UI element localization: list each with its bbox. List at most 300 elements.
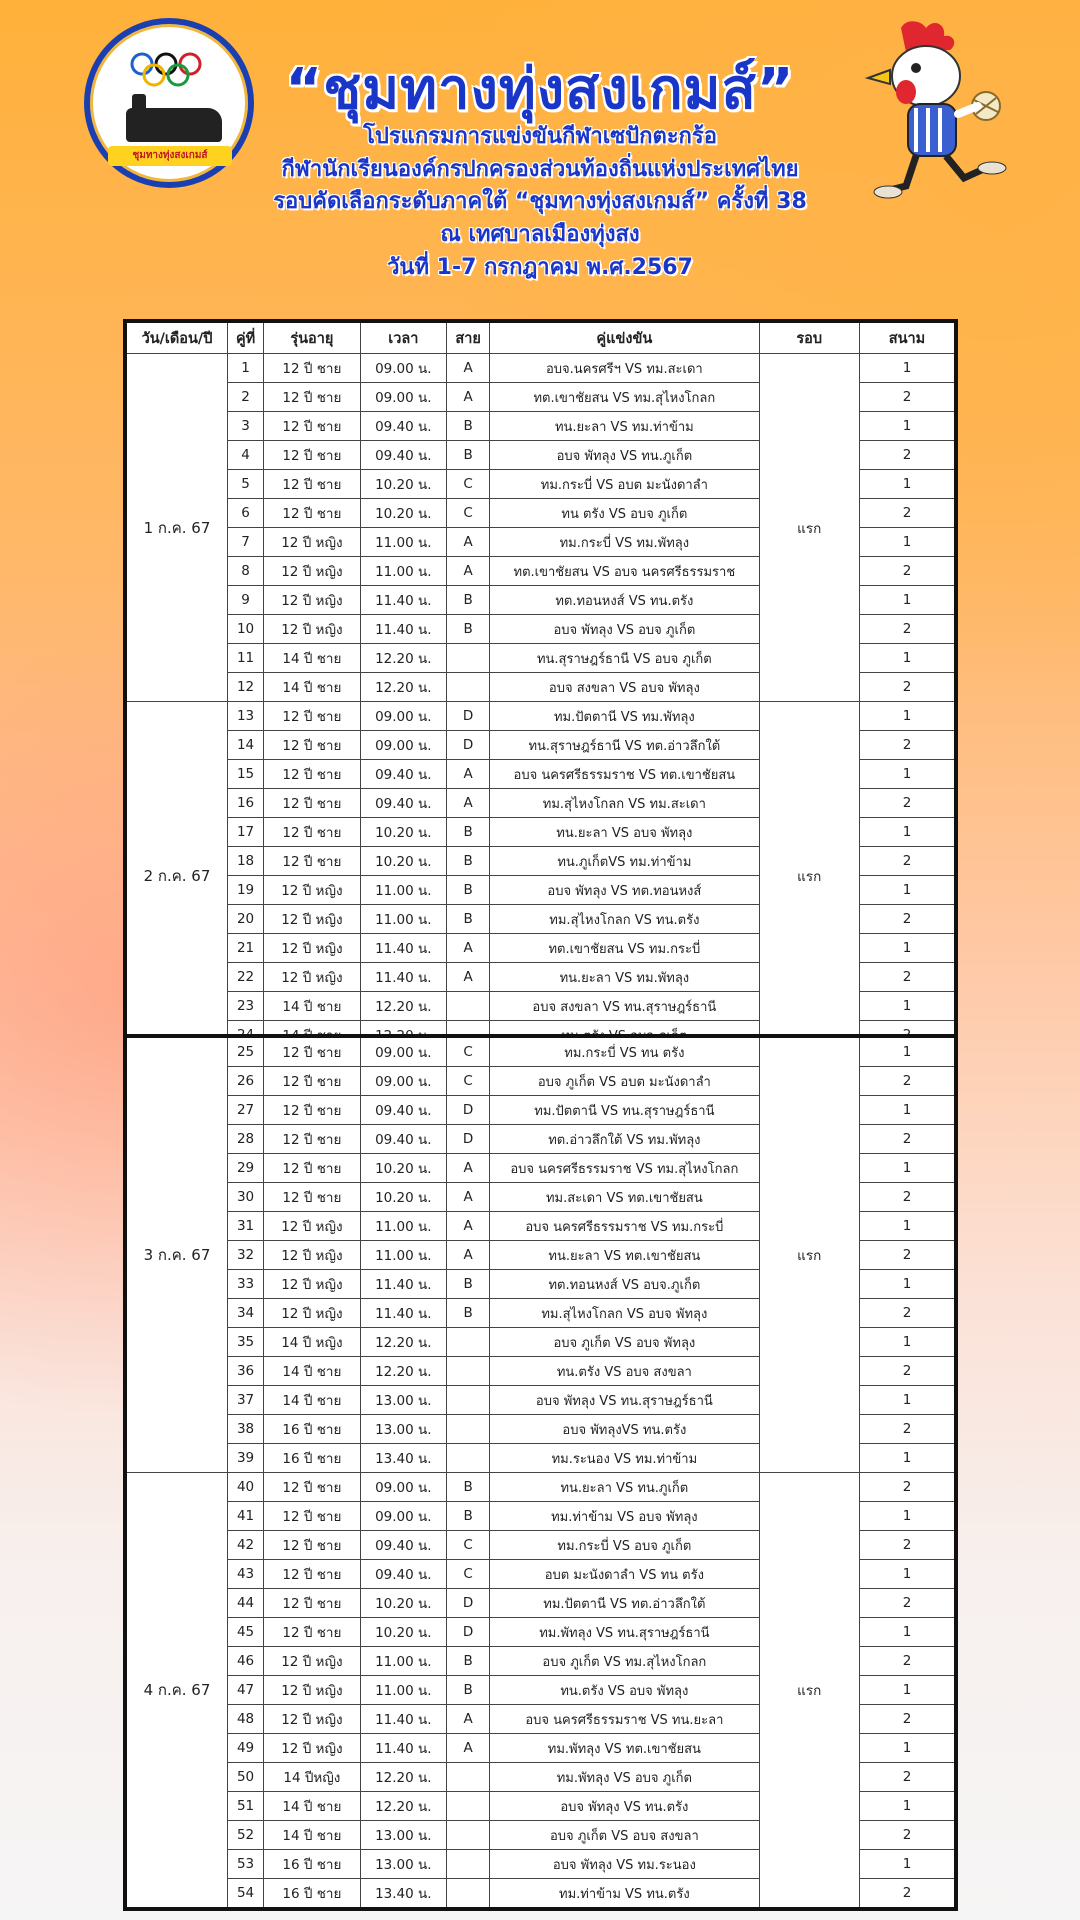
- match-time: 09.40 น.: [360, 1096, 446, 1125]
- line-group: B: [447, 818, 490, 847]
- match-teams: อบจ ภูเก็ต VS ทม.สุไหงโกลก: [490, 1647, 759, 1676]
- match-number: 11: [227, 644, 263, 673]
- age-group: 12 ปี ชาย: [264, 818, 360, 847]
- page-title: “ชุมทางทุ่งสงเกมส์”: [285, 57, 795, 122]
- line-group: A: [447, 528, 490, 557]
- match-time: 10.20 น.: [360, 1618, 446, 1647]
- match-number: 48: [227, 1705, 263, 1734]
- match-teams: ทม.สุไหงโกลก VS ทน.ตรัง: [490, 905, 759, 934]
- train-icon: [126, 108, 222, 142]
- age-group: 14 ปี หญิง: [264, 1328, 360, 1357]
- field-number: 1: [859, 876, 956, 905]
- field-number: 1: [859, 1502, 956, 1531]
- match-teams: ทม.สะเดา VS ทต.เขาชัยสน: [490, 1183, 759, 1212]
- line-group: B: [447, 412, 490, 441]
- line-group: D: [447, 1618, 490, 1647]
- schedule-body-1: [125, 354, 956, 1052]
- match-time: 13.00 น.: [360, 1821, 446, 1850]
- match-teams: ทม.พัทลุง VS ทน.สุราษฎร์ธานี: [490, 1618, 759, 1647]
- match-teams: ทม.ท่าข้าม VS ทน.ตรัง: [490, 1879, 759, 1910]
- match-number: 9: [227, 586, 263, 615]
- match-number: 50: [227, 1763, 263, 1792]
- match-number: 41: [227, 1502, 263, 1531]
- age-group: 12 ปี หญิง: [264, 1241, 360, 1270]
- field-number: 1: [859, 1792, 956, 1821]
- age-group: 12 ปี ชาย: [264, 1067, 360, 1096]
- round-cell: แรก: [759, 354, 859, 702]
- line-group: [447, 1444, 490, 1473]
- match-teams: ทน.สุราษฎร์ธานี VS อบจ ภูเก็ต: [490, 644, 759, 673]
- match-teams: ทต.ทอนหงส์ VS อบจ.ภูเก็ต: [490, 1270, 759, 1299]
- match-number: 23: [227, 992, 263, 1021]
- line-group: [447, 1792, 490, 1821]
- age-group: 16 ปี ชาย: [264, 1879, 360, 1910]
- age-group: 12 ปี ชาย: [264, 702, 360, 731]
- line-group: A: [447, 934, 490, 963]
- match-teams: ทน.ยะลา VS ทน.ภูเก็ต: [490, 1473, 759, 1502]
- match-time: 09.00 น.: [360, 1067, 446, 1096]
- match-number: 26: [227, 1067, 263, 1096]
- match-time: 12.20 น.: [360, 1328, 446, 1357]
- match-number: 12: [227, 673, 263, 702]
- table-row: [125, 702, 956, 731]
- field-number: 1: [859, 1676, 956, 1705]
- column-header-line: สาย: [447, 321, 490, 354]
- line-group: D: [447, 702, 490, 731]
- age-group: 12 ปี ชาย: [264, 1618, 360, 1647]
- match-time: 11.00 น.: [360, 1676, 446, 1705]
- match-time: 09.00 น.: [360, 702, 446, 731]
- subtitle-line-1: โปรแกรมการแข่งขันกีฬาเซปักตะกร้อ: [363, 124, 717, 149]
- match-time: 12.20 น.: [360, 1357, 446, 1386]
- match-teams: อบจ พัทลุง VS ทต.ทอนหงส์: [490, 876, 759, 905]
- field-number: 1: [859, 818, 956, 847]
- match-time: 13.40 น.: [360, 1879, 446, 1910]
- match-number: 33: [227, 1270, 263, 1299]
- match-time: 12.20 น.: [360, 1792, 446, 1821]
- match-number: 47: [227, 1676, 263, 1705]
- match-time: 12.20 น.: [360, 644, 446, 673]
- line-group: A: [447, 1183, 490, 1212]
- match-time: 09.00 น.: [360, 731, 446, 760]
- line-group: B: [447, 847, 490, 876]
- match-time: 13.00 น.: [360, 1850, 446, 1879]
- match-number: 4: [227, 441, 263, 470]
- match-teams: ทน.ภูเก็ตVS ทม.ท่าข้าม: [490, 847, 759, 876]
- age-group: 12 ปี หญิง: [264, 1647, 360, 1676]
- match-number: 20: [227, 905, 263, 934]
- subtitle-line-2: กีฬานักเรียนองค์กรปกครองส่วนท้องถิ่นแห่งประเทศไทย: [281, 157, 799, 182]
- match-number: 34: [227, 1299, 263, 1328]
- match-teams: ทต.เขาชัยสน VS ทม.กระบี่: [490, 934, 759, 963]
- games-logo: [84, 18, 254, 188]
- match-teams: ทม.ปัตตานี VS ทต.อ่าวลึกใต้: [490, 1589, 759, 1618]
- match-teams: ทม.กระบี่ VS อบต มะนังดาลำ: [490, 470, 759, 499]
- age-group: 12 ปี ชาย: [264, 760, 360, 789]
- field-number: 2: [859, 1821, 956, 1850]
- age-group: 14 ปี ชาย: [264, 1386, 360, 1415]
- match-number: 2: [227, 383, 263, 412]
- line-group: [447, 1821, 490, 1850]
- line-group: B: [447, 905, 490, 934]
- column-header-time: เวลา: [360, 321, 446, 354]
- field-number: 2: [859, 1415, 956, 1444]
- age-group: 12 ปี หญิง: [264, 1705, 360, 1734]
- line-group: D: [447, 731, 490, 760]
- match-number: 32: [227, 1241, 263, 1270]
- line-group: D: [447, 1125, 490, 1154]
- match-time: 09.40 น.: [360, 1125, 446, 1154]
- match-number: 8: [227, 557, 263, 586]
- match-teams: อบจ สงขลา VS ทน.สุราษฎร์ธานี: [490, 992, 759, 1021]
- olympic-rings-icon: [128, 50, 218, 90]
- match-teams: ทน.ตรัง VS อบจ พัทลุง: [490, 1676, 759, 1705]
- match-number: 3: [227, 412, 263, 441]
- line-group: [447, 1328, 490, 1357]
- line-group: A: [447, 760, 490, 789]
- field-number: 2: [859, 1241, 956, 1270]
- line-group: A: [447, 963, 490, 992]
- age-group: 12 ปี ชาย: [264, 847, 360, 876]
- age-group: 12 ปี ชาย: [264, 789, 360, 818]
- match-time: 11.00 น.: [360, 557, 446, 586]
- field-number: 2: [859, 1705, 956, 1734]
- match-time: 11.40 น.: [360, 586, 446, 615]
- field-number: 1: [859, 1154, 956, 1183]
- line-group: A: [447, 1212, 490, 1241]
- age-group: 16 ปี ชาย: [264, 1444, 360, 1473]
- line-group: B: [447, 1502, 490, 1531]
- age-group: 14 ปี ชาย: [264, 673, 360, 702]
- field-number: 1: [859, 354, 956, 383]
- field-number: 1: [859, 1270, 956, 1299]
- match-teams: อบจ พัทลุง VS ทน.ภูเก็ต: [490, 441, 759, 470]
- field-number: 2: [859, 731, 956, 760]
- age-group: 12 ปี หญิง: [264, 876, 360, 905]
- match-number: 21: [227, 934, 263, 963]
- match-number: 43: [227, 1560, 263, 1589]
- field-number: 1: [859, 1096, 956, 1125]
- field-number: 1: [859, 1444, 956, 1473]
- field-number: 2: [859, 789, 956, 818]
- match-time: 10.20 น.: [360, 818, 446, 847]
- line-group: B: [447, 1676, 490, 1705]
- field-number: 2: [859, 1531, 956, 1560]
- match-number: 37: [227, 1386, 263, 1415]
- field-number: 2: [859, 1299, 956, 1328]
- match-teams: ทม.พัทลุง VS อบจ ภูเก็ต: [490, 1763, 759, 1792]
- column-header-date: วัน/เดือน/ปี: [125, 321, 227, 354]
- match-time: 11.00 น.: [360, 905, 446, 934]
- line-group: B: [447, 1299, 490, 1328]
- field-number: 2: [859, 1763, 956, 1792]
- line-group: [447, 1850, 490, 1879]
- line-group: [447, 1357, 490, 1386]
- line-group: C: [447, 1560, 490, 1589]
- match-time: 10.20 น.: [360, 1183, 446, 1212]
- poster-header: [0, 0, 1080, 300]
- age-group: 14 ปี ชาย: [264, 1792, 360, 1821]
- match-teams: อบจ พัทลุงVS ทน.ตรัง: [490, 1415, 759, 1444]
- field-number: 1: [859, 586, 956, 615]
- column-header-match: คู่แข่งขัน: [490, 321, 759, 354]
- age-group: 12 ปี หญิง: [264, 1676, 360, 1705]
- date-cell: 3 ก.ค. 67: [125, 1036, 227, 1473]
- field-number: 1: [859, 1386, 956, 1415]
- age-group: 16 ปี ชาย: [264, 1415, 360, 1444]
- age-group: 12 ปี หญิง: [264, 615, 360, 644]
- line-group: B: [447, 1473, 490, 1502]
- age-group: 14 ปี ชาย: [264, 1821, 360, 1850]
- field-number: 1: [859, 1036, 956, 1067]
- line-group: [447, 1386, 490, 1415]
- line-group: A: [447, 1241, 490, 1270]
- match-teams: อบจ พัทลุง VS ทม.ระนอง: [490, 1850, 759, 1879]
- match-time: 10.20 น.: [360, 470, 446, 499]
- field-number: 1: [859, 1850, 956, 1879]
- match-time: 11.40 น.: [360, 1734, 446, 1763]
- match-teams: ทม.ท่าข้าม VS อบจ พัทลุง: [490, 1502, 759, 1531]
- match-time: 09.40 น.: [360, 789, 446, 818]
- match-time: 11.00 น.: [360, 528, 446, 557]
- age-group: 12 ปี ชาย: [264, 1502, 360, 1531]
- match-teams: ทต.ทอนหงส์ VS ทน.ตรัง: [490, 586, 759, 615]
- match-time: 10.20 น.: [360, 1589, 446, 1618]
- round-cell: แรก: [759, 1473, 859, 1910]
- match-time: 11.40 น.: [360, 963, 446, 992]
- field-number: 1: [859, 760, 956, 789]
- schedule-table-2: [123, 1034, 958, 1911]
- date-cell: 2 ก.ค. 67: [125, 702, 227, 1052]
- match-teams: อบจ.นครศรีฯ VS ทม.สะเดา: [490, 354, 759, 383]
- line-group: B: [447, 1647, 490, 1676]
- match-number: 52: [227, 1821, 263, 1850]
- age-group: 12 ปี หญิง: [264, 586, 360, 615]
- match-teams: ทม.ปัตตานี VS ทม.พัทลุง: [490, 702, 759, 731]
- match-time: 11.00 น.: [360, 876, 446, 905]
- match-teams: ทต.เขาชัยสน VS ทม.สุไหงโกลก: [490, 383, 759, 412]
- match-teams: ทน.สุราษฎร์ธานี VS ทต.อ่าวลึกใต้: [490, 731, 759, 760]
- match-teams: ทม.กระบี่ VS ทม.พัทลุง: [490, 528, 759, 557]
- field-number: 2: [859, 615, 956, 644]
- field-number: 2: [859, 905, 956, 934]
- subtitle-line-3: รอบคัดเลือกระดับภาคใต้ “ชุมทางทุ่งสงเกมส์” ครั้งที่ 38: [273, 189, 807, 214]
- field-number: 1: [859, 1560, 956, 1589]
- match-time: 11.40 น.: [360, 615, 446, 644]
- round-cell: แรก: [759, 702, 859, 1052]
- line-group: B: [447, 586, 490, 615]
- match-time: 13.00 น.: [360, 1386, 446, 1415]
- match-number: 39: [227, 1444, 263, 1473]
- match-number: 46: [227, 1647, 263, 1676]
- match-teams: ทม.สุไหงโกลก VS อบจ พัทลุง: [490, 1299, 759, 1328]
- match-time: 09.00 น.: [360, 1502, 446, 1531]
- table-row: [125, 354, 956, 383]
- field-number: 2: [859, 1183, 956, 1212]
- match-teams: อบจ พัทลุง VS ทน.ตรัง: [490, 1792, 759, 1821]
- match-time: 09.40 น.: [360, 441, 446, 470]
- age-group: 12 ปี หญิง: [264, 1734, 360, 1763]
- field-number: 2: [859, 847, 956, 876]
- match-time: 12.20 น.: [360, 673, 446, 702]
- match-teams: ทน.ยะลา VS ทม.ท่าข้าม: [490, 412, 759, 441]
- line-group: C: [447, 499, 490, 528]
- line-group: [447, 644, 490, 673]
- match-teams: ทน.ยะลา VS ทต.เขาชัยสน: [490, 1241, 759, 1270]
- match-number: 17: [227, 818, 263, 847]
- age-group: 12 ปี ชาย: [264, 441, 360, 470]
- age-group: 12 ปี ชาย: [264, 1154, 360, 1183]
- age-group: 12 ปี ชาย: [264, 470, 360, 499]
- match-number: 13: [227, 702, 263, 731]
- match-time: 09.00 น.: [360, 383, 446, 412]
- field-number: 2: [859, 673, 956, 702]
- age-group: 12 ปี ชาย: [264, 1036, 360, 1067]
- age-group: 12 ปี หญิง: [264, 963, 360, 992]
- line-group: [447, 1415, 490, 1444]
- match-time: 09.40 น.: [360, 412, 446, 441]
- match-teams: ทน.ยะลา VS ทม.พัทลุง: [490, 963, 759, 992]
- field-number: 1: [859, 1734, 956, 1763]
- age-group: 14 ปี ชาย: [264, 992, 360, 1021]
- field-number: 1: [859, 1212, 956, 1241]
- match-time: 10.20 น.: [360, 847, 446, 876]
- age-group: 12 ปี ชาย: [264, 1473, 360, 1502]
- table-row: [125, 1473, 956, 1502]
- age-group: 16 ปี ชาย: [264, 1850, 360, 1879]
- age-group: 12 ปี ชาย: [264, 412, 360, 441]
- match-teams: ทต.อ่าวลึกใต้ VS ทม.พัทลุง: [490, 1125, 759, 1154]
- schedule-body-2: [125, 1036, 956, 1909]
- age-group: 12 ปี หญิง: [264, 905, 360, 934]
- age-group: 12 ปี ชาย: [264, 383, 360, 412]
- match-time: 09.40 น.: [360, 1560, 446, 1589]
- date-cell: 4 ก.ค. 67: [125, 1473, 227, 1910]
- line-group: A: [447, 1734, 490, 1763]
- match-time: 13.00 น.: [360, 1415, 446, 1444]
- match-number: 28: [227, 1125, 263, 1154]
- match-number: 45: [227, 1618, 263, 1647]
- match-time: 13.40 น.: [360, 1444, 446, 1473]
- column-header-round: รอบ: [759, 321, 859, 354]
- match-number: 22: [227, 963, 263, 992]
- match-time: 09.00 น.: [360, 354, 446, 383]
- match-teams: อบจ สงขลา VS อบจ พัทลุง: [490, 673, 759, 702]
- field-number: 1: [859, 702, 956, 731]
- subtitle-line-5: วันที่ 1-7 กรกฎาคม พ.ศ.2567: [387, 255, 693, 280]
- match-number: 42: [227, 1531, 263, 1560]
- line-group: C: [447, 1036, 490, 1067]
- match-number: 51: [227, 1792, 263, 1821]
- line-group: A: [447, 1705, 490, 1734]
- logo-band-text: ชุมทางทุ่งสงเกมส์: [108, 146, 232, 166]
- field-number: 1: [859, 1618, 956, 1647]
- match-number: 25: [227, 1036, 263, 1067]
- field-number: 1: [859, 644, 956, 673]
- column-header-field: สนาม: [859, 321, 956, 354]
- line-group: B: [447, 615, 490, 644]
- age-group: 12 ปี ชาย: [264, 1183, 360, 1212]
- match-number: 1: [227, 354, 263, 383]
- match-teams: ทม.กระบี่ VS อบจ ภูเก็ต: [490, 1531, 759, 1560]
- age-group: 12 ปี หญิง: [264, 1270, 360, 1299]
- match-time: 11.00 น.: [360, 1647, 446, 1676]
- age-group: 14 ปี ชาย: [264, 644, 360, 673]
- field-number: 2: [859, 1125, 956, 1154]
- table-row: [125, 1036, 956, 1067]
- match-number: 10: [227, 615, 263, 644]
- age-group: 12 ปี หญิง: [264, 1212, 360, 1241]
- age-group: 12 ปี หญิง: [264, 557, 360, 586]
- field-number: 2: [859, 963, 956, 992]
- match-number: 53: [227, 1850, 263, 1879]
- match-time: 10.20 น.: [360, 1154, 446, 1183]
- field-number: 2: [859, 499, 956, 528]
- field-number: 2: [859, 1067, 956, 1096]
- match-time: 10.20 น.: [360, 499, 446, 528]
- match-teams: ทม.ปัตตานี VS ทน.สุราษฎร์ธานี: [490, 1096, 759, 1125]
- match-teams: อบจ นครศรีธรรมราช VS ทต.เขาชัยสน: [490, 760, 759, 789]
- field-number: 2: [859, 383, 956, 412]
- age-group: 12 ปี ชาย: [264, 499, 360, 528]
- line-group: [447, 1879, 490, 1910]
- match-time: 11.40 น.: [360, 934, 446, 963]
- field-number: 2: [859, 557, 956, 586]
- line-group: [447, 1763, 490, 1792]
- match-number: 49: [227, 1734, 263, 1763]
- match-number: 36: [227, 1357, 263, 1386]
- line-group: C: [447, 1067, 490, 1096]
- match-number: 6: [227, 499, 263, 528]
- match-time: 11.40 น.: [360, 1705, 446, 1734]
- line-group: A: [447, 1154, 490, 1183]
- field-number: 2: [859, 1357, 956, 1386]
- match-teams: อบจ นครศรีธรรมราช VS ทม.กระบี่: [490, 1212, 759, 1241]
- match-number: 30: [227, 1183, 263, 1212]
- match-number: 14: [227, 731, 263, 760]
- field-number: 2: [859, 441, 956, 470]
- match-time: 09.40 น.: [360, 760, 446, 789]
- line-group: A: [447, 789, 490, 818]
- age-group: 14 ปีหญิง: [264, 1763, 360, 1792]
- match-teams: อบจ นครศรีธรรมราช VS ทม.สุไหงโกลก: [490, 1154, 759, 1183]
- match-number: 29: [227, 1154, 263, 1183]
- subtitle-line-4: ณ เทศบาลเมืองทุ่งสง: [440, 222, 640, 247]
- match-teams: อบจ ภูเก็ต VS อบจ สงขลา: [490, 1821, 759, 1850]
- match-teams: ทน.ยะลา VS อบจ พัทลุง: [490, 818, 759, 847]
- match-time: 09.00 น.: [360, 1473, 446, 1502]
- field-number: 1: [859, 934, 956, 963]
- match-time: 09.40 น.: [360, 1531, 446, 1560]
- match-teams: อบจ ภูเก็ต VS อบจ พัทลุง: [490, 1328, 759, 1357]
- match-teams: ทม.พัทลุง VS ทต.เขาชัยสน: [490, 1734, 759, 1763]
- age-group: 12 ปี ชาย: [264, 1560, 360, 1589]
- match-number: 38: [227, 1415, 263, 1444]
- match-teams: ทน.ตรัง VS อบจ สงขลา: [490, 1357, 759, 1386]
- line-group: C: [447, 470, 490, 499]
- match-number: 5: [227, 470, 263, 499]
- field-number: 1: [859, 412, 956, 441]
- match-number: 16: [227, 789, 263, 818]
- age-group: 12 ปี ชาย: [264, 1125, 360, 1154]
- field-number: 2: [859, 1473, 956, 1502]
- age-group: 12 ปี ชาย: [264, 1096, 360, 1125]
- match-number: 31: [227, 1212, 263, 1241]
- match-number: 35: [227, 1328, 263, 1357]
- match-teams: อบจ นครศรีธรรมราช VS ทน.ยะลา: [490, 1705, 759, 1734]
- field-number: 1: [859, 470, 956, 499]
- match-time: 11.00 น.: [360, 1212, 446, 1241]
